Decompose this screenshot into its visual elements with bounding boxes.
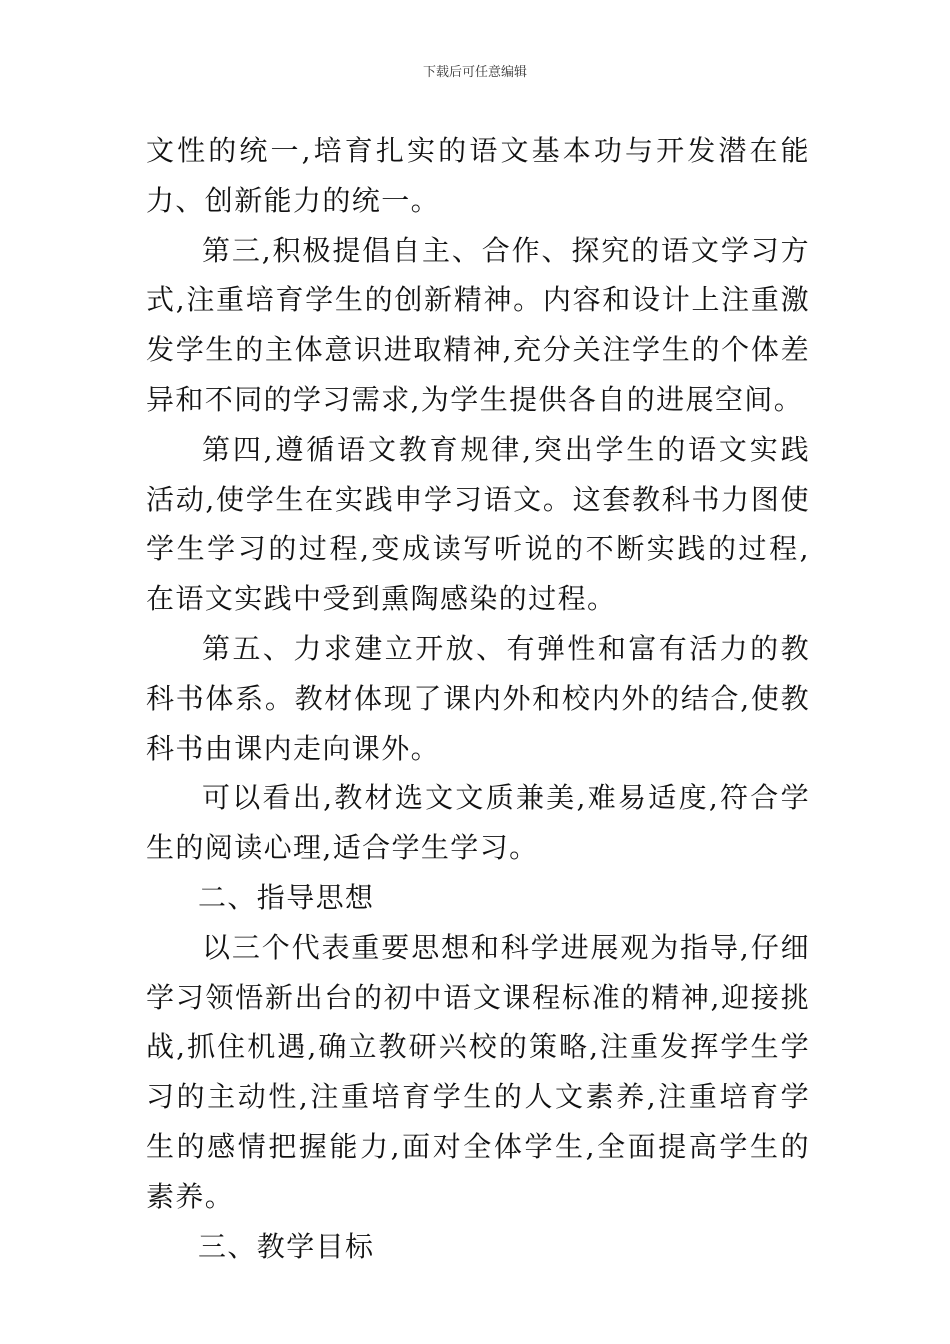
paragraph-point-four: 第四,遵循语文教育规律,突出学生的语文实践活动,使学生在实践申学习语文。这套教科书力图使学生学习的过程,变成读写听说的不断实践的过程,在语文实践中受到熏陶感染的过程。 (146, 432, 810, 616)
paragraph-point-five: 第五、力求建立开放、有弹性和富有活力的教科书体系。教材体现了课内外和校内外的结合,使教科书由课内走向课外。 (146, 631, 810, 765)
paragraph-point-three: 第三,积极提倡自主、合作、探究的语文学习方式,注重培育学生的创新精神。内容和设计上注重激发学生的主体意识进取精神,充分关注学生的个体差异和不同的学习需求,为学生提供各自的进展空间。 (146, 233, 810, 416)
page-header-note: 下载后可任意编辑 (422, 65, 527, 80)
paragraph-guiding-thought: 以三个代表重要思想和科学进展观为指导,仔细学习领悟新出台的初中语文课程标准的精神,迎接挑战,抓住机遇,确立教研兴校的策略,注重发挥学生学习的主动性,注重培育学生的人文素养,注重培育学生的感情把握能力,面对全体学生,全面提高学生的素养。 (146, 930, 810, 1213)
document-body (146, 126, 810, 1271)
paragraph-continuation: 文性的统一,培育扎实的语文基本功与开发潜在能力、创新能力的统一。 (146, 134, 810, 217)
section-heading-teaching-goals: 三、教学目标 (198, 1229, 375, 1263)
section-heading-guiding-thought: 二、指导思想 (198, 880, 375, 914)
paragraph-summary: 可以看出,教材选文文质兼美,难易适度,符合学生的阅读心理,适合学生学习。 (146, 781, 810, 865)
